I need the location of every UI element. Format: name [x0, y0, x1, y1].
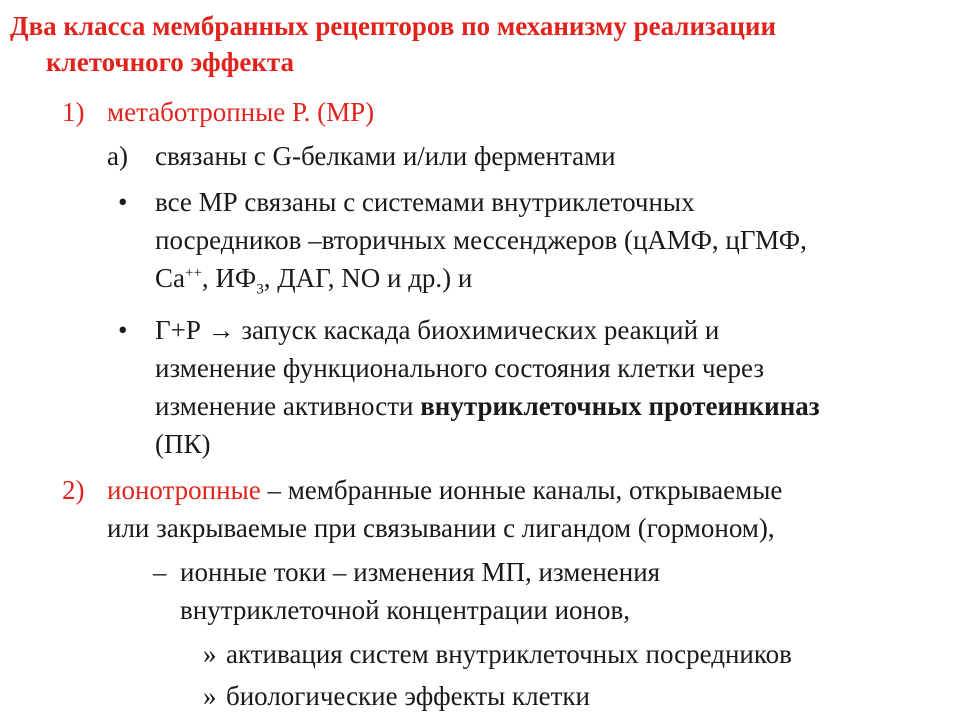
bullet-1-if-sub: 3: [256, 281, 264, 298]
bullet-2-line-4: (ПК): [155, 429, 211, 459]
dash-line-1: ионные токи – изменения МП, изменения: [180, 557, 661, 587]
item-2-number: 2): [62, 475, 85, 505]
bullet-2-marker: •: [118, 315, 128, 345]
sub-2-text: биологические эффекты клетки: [226, 681, 590, 711]
item-2-line-1: [107, 472, 782, 508]
item-2-line-1-rest: – мембранные ионные каналы, открываемые: [260, 475, 783, 505]
bullet-2-line-3-bold: внутриклеточных протеинкиназ: [420, 391, 820, 421]
sub-1-text: активация систем внутриклеточных посредников: [226, 639, 792, 669]
title-line-2: клеточного эффекта: [46, 47, 295, 77]
item-2-label: ионотропные: [107, 475, 261, 505]
bullet-1-line-1: все МР связаны с системами внутриклеточных: [155, 187, 695, 217]
dash-line-2: внутриклеточной концентрации ионов,: [180, 595, 631, 625]
item-1-number: 1): [62, 97, 85, 127]
dash-marker: –: [153, 557, 167, 587]
bullet-1-rest: , ДАГ, NO и др.) и: [263, 263, 473, 293]
bullet-1-line-2: посредников –вторичных мессенджеров (цАМФ, цГМФ,: [155, 225, 807, 255]
bullet-1-ca-sup: ++: [185, 265, 202, 281]
item-1a-marker: а): [107, 141, 128, 171]
bullet-1-ca: Ca: [155, 263, 185, 293]
sub-2-marker: »: [203, 681, 217, 711]
bullet-2-line-3-plain: изменение активности: [155, 391, 421, 421]
item-2-line-2: или закрываемые при связывании с лигандом (гормоном),: [107, 513, 775, 543]
bullet-1-if: , ИФ: [201, 263, 257, 293]
item-1-label: метаботропные Р. (МР): [107, 97, 375, 127]
bullet-2-line-3: [155, 388, 820, 424]
bullet-1-line-3: [155, 260, 472, 296]
sub-1-marker: »: [203, 639, 217, 669]
item-1a-text: связаны с G-белками и/или ферментами: [155, 141, 616, 171]
title-line-1: Два класса мембранных рецепторов по механизму реализации: [10, 11, 777, 41]
bullet-1-marker: •: [118, 187, 128, 217]
bullet-2-line-1: Г+Р → запуск каскада биохимических реакций и: [155, 315, 720, 345]
bullet-2-line-2: изменение функционального состояния клетки через: [155, 353, 765, 383]
slide-title: [10, 8, 940, 80]
